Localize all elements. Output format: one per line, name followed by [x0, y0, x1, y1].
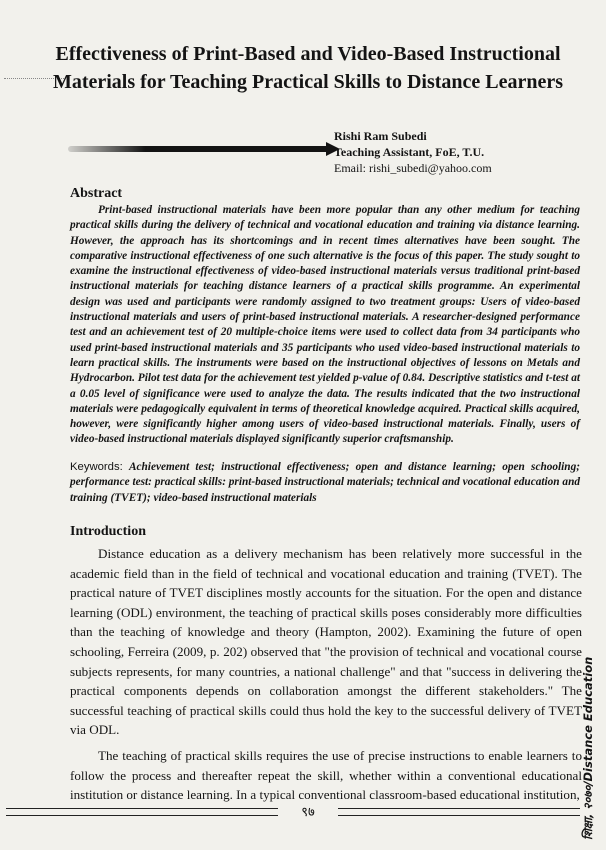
article-title: Effectiveness of Print-Based and Video-Based Instructional Materials for Teaching Practical Skills to Distance Learners — [52, 43, 564, 93]
abstract-text: Print-based instructional materials have been more popular than any other medium for teaching practical skills during the delivery of technical and vocational education and training via distance learning. However, the approach has its shortcomings and in recent times alternatives have been sought. The comparative instructional effectiveness of one such alternative is the focus of this paper. The study sought to examine the instructional effectiveness of video-based instructional materials versus traditional print-based instructional materials for teaching distance learners of a practical skills programme. An experimental design was used and participants were randomly assigned to two treatment groups: Users of video-based instructional materials and users of print-based instructional materials. A researcher-designed performance test and an achievement test of 20 multiple-choice items were used to collect data from 34 participants who used print-based instructional materials and 35 participants who used video-based instructional materials to learn practical skills. The instruments were based on the instructional objectives of lessons on Metals and Hydrocarbon. Pilot test data for the achievement test yielded p-value of 0.84. Descriptive statistics and t-test at a 0.05 level of significance were used to analyze the data. The results indicated that the two instructional materials were pedagogically equivalent in terms of theoretical knowledge acquired. Practical skills acquired, however, were significantly higher among users of video-based instructional materials. Finally, users of video-based instructional materials displayed significantly superior craftsmanship. — [70, 204, 580, 446]
keywords-text: Achievement test; instructional effectiveness; open and distance learning; open schooling; performance test: practical skills: print-based instructional materials; technical and vocational education and training (TVET); video-based instructional materials — [70, 461, 581, 504]
footer-rule-left — [6, 808, 278, 816]
page-number: ९७ — [301, 805, 315, 820]
introduction-heading: Introduction — [70, 524, 146, 539]
author-name: Rishi Ram Subedi — [334, 129, 427, 143]
keywords-line — [70, 460, 580, 506]
introduction-paragraph: The teaching of practical skills requires the use of precise instructions to enable learners to follow the process and thereafter repeat the skill, whether within a conventional educational institution or distance learning. In a typical conventional classroom-based educational institution, — [70, 747, 582, 803]
introduction-paragraph: Distance education as a delivery mechanism has been relatively more successful in the academic field than in the field of technical and vocational education and training (TVET). The practical nature of TVET disciplines mostly accounts for the situation. For the open and distance learning (ODL) environment, the teaching of practical skills poses considerably more difficulties than the teaching of knowledge and theory (Hampton, 2002). Examining the future of open schooling, Ferreira (2009, p. 202) observed that "the provision of technical and vocational course subjects represents, for many countries, a national challenge" and that "success in delivering the practical components depends on collaboration amongst the different stakeholders." The successful teaching of practical skills could thus hold the key to the successful delivery of TVET via ODL. — [70, 546, 582, 738]
abstract-heading: Abstract — [70, 186, 123, 201]
author-role: Teaching Assistant, FoE, T.U. — [334, 145, 485, 159]
author-block — [334, 128, 574, 176]
keywords-label: Keywords: — [70, 461, 123, 473]
author-decorative-rule — [68, 146, 326, 152]
vertical-journal-label: शिक्षा, २०७०/Distance Education — [581, 656, 595, 840]
footer-rule-right — [338, 808, 580, 816]
author-email[interactable]: Email: rishi_subedi@yahoo.com — [334, 161, 492, 175]
introduction-body — [70, 544, 582, 805]
